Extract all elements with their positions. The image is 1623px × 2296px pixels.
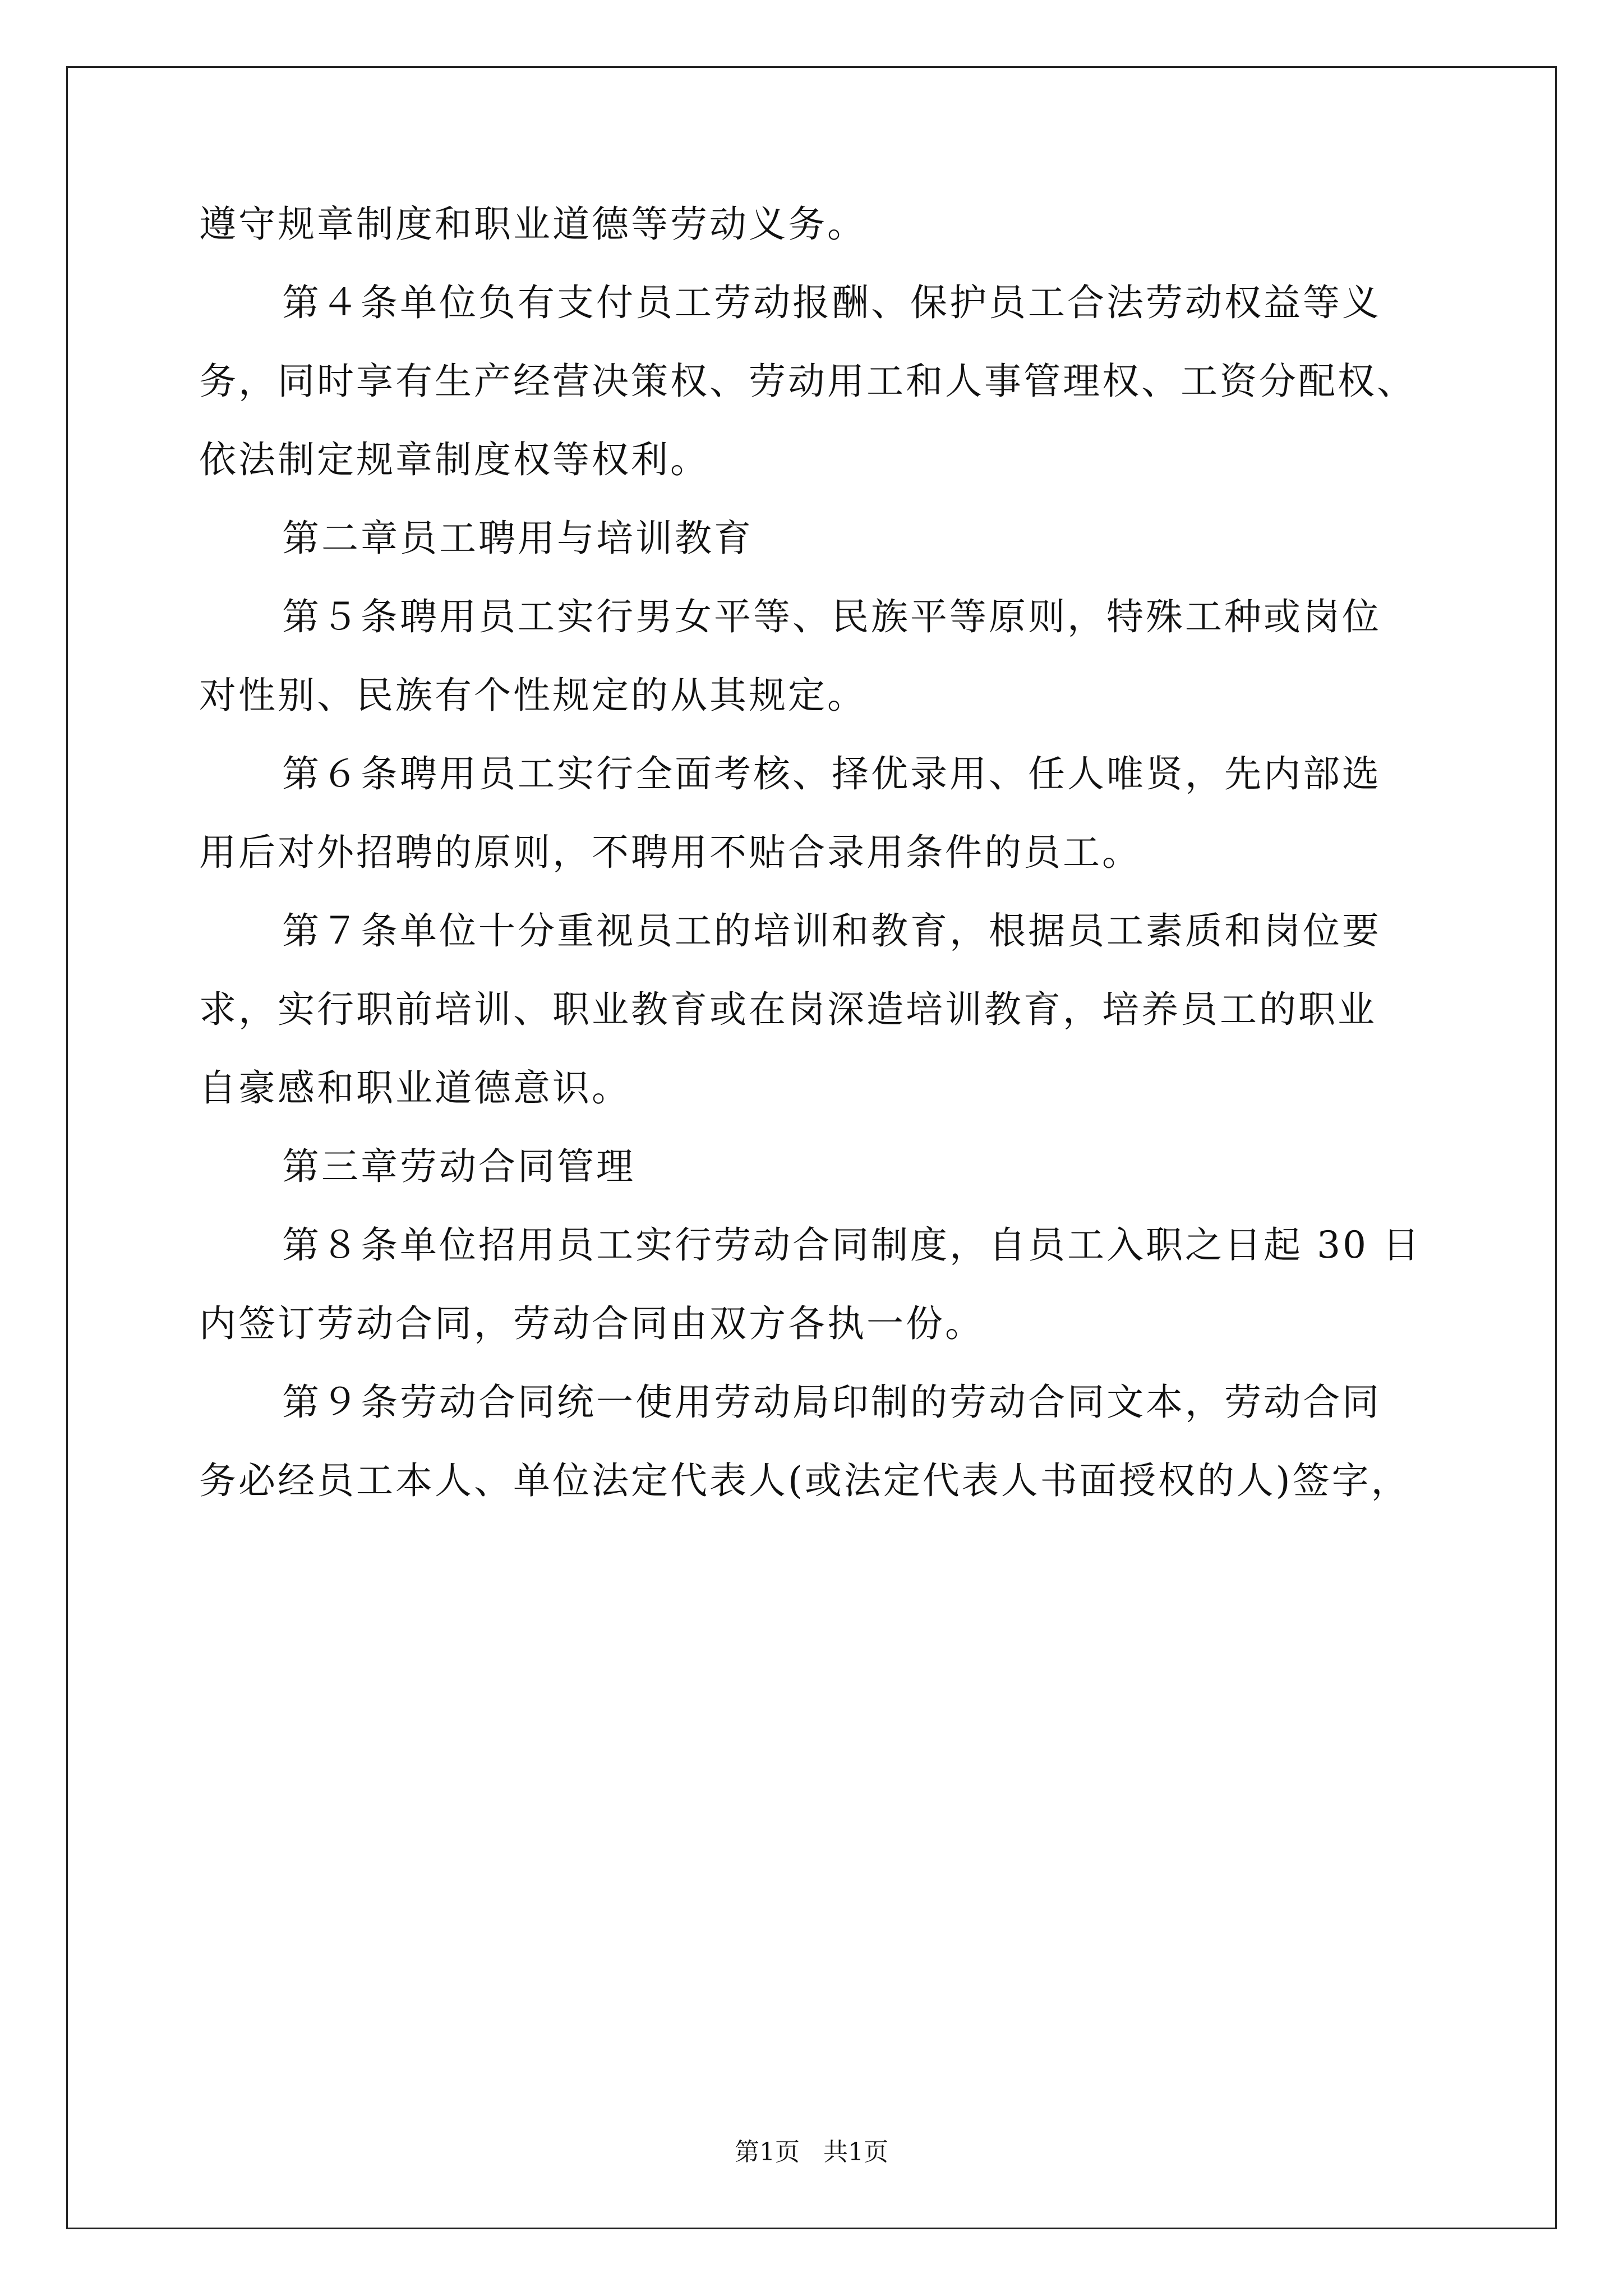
- paragraph-line: 依法制定规章制度权等权利。: [199, 438, 709, 481]
- chapter-heading: 第三章劳动合同管理: [282, 1145, 635, 1188]
- paragraph-line: 第６条聘用员工实行全面考核、择优录用、任人唯贤，先内部选: [282, 752, 1381, 795]
- paragraph-line: 自豪感和职业道德意识。: [199, 1066, 631, 1110]
- paragraph-line: 对性别、民族有个性规定的从其规定。: [199, 674, 866, 717]
- page-number: 第1页: [735, 2138, 800, 2166]
- paragraph-line: 务，同时享有生产经营决策权、劳动用工和人事管理权、工资分配权、: [199, 360, 1416, 403]
- paragraph-line: 务必经员工本人、单位法定代表人(或法定代表人书面授权的人)签字，: [199, 1459, 1410, 1502]
- paragraph-line: 第８条单位招用员工实行劳动合同制度，自员工入职之日起 30 日: [282, 1223, 1422, 1267]
- paragraph-line: 第５条聘用员工实行男女平等、民族平等原则，特殊工种或岗位: [282, 595, 1381, 638]
- paragraph-line: 求，实行职前培训、职业教育或在岗深造培训教育，培养员工的职业: [199, 988, 1377, 1031]
- paragraph-line: 用后对外招聘的原则，不聘用不贴合录用条件的员工。: [199, 831, 1141, 874]
- paragraph-line: 第７条单位十分重视员工的培训和教育，根据员工素质和岗位要: [282, 909, 1381, 953]
- paragraph-line: 第９条劳动合同统一使用劳动局印制的劳动合同文本，劳动合同: [282, 1381, 1381, 1424]
- paragraph-line: 第４条单位负有支付员工劳动报酬、保护员工合法劳动权益等义: [282, 281, 1381, 324]
- page-footer: [0, 2132, 1623, 2168]
- chapter-heading: 第二章员工聘用与培训教育: [282, 517, 753, 560]
- paragraph-line: 内签订劳动合同，劳动合同由双方各执一份。: [199, 1302, 984, 1345]
- page-total: 共1页: [823, 2138, 888, 2166]
- paragraph-line: 遵守规章制度和职业道德等劳动义务。: [199, 203, 866, 246]
